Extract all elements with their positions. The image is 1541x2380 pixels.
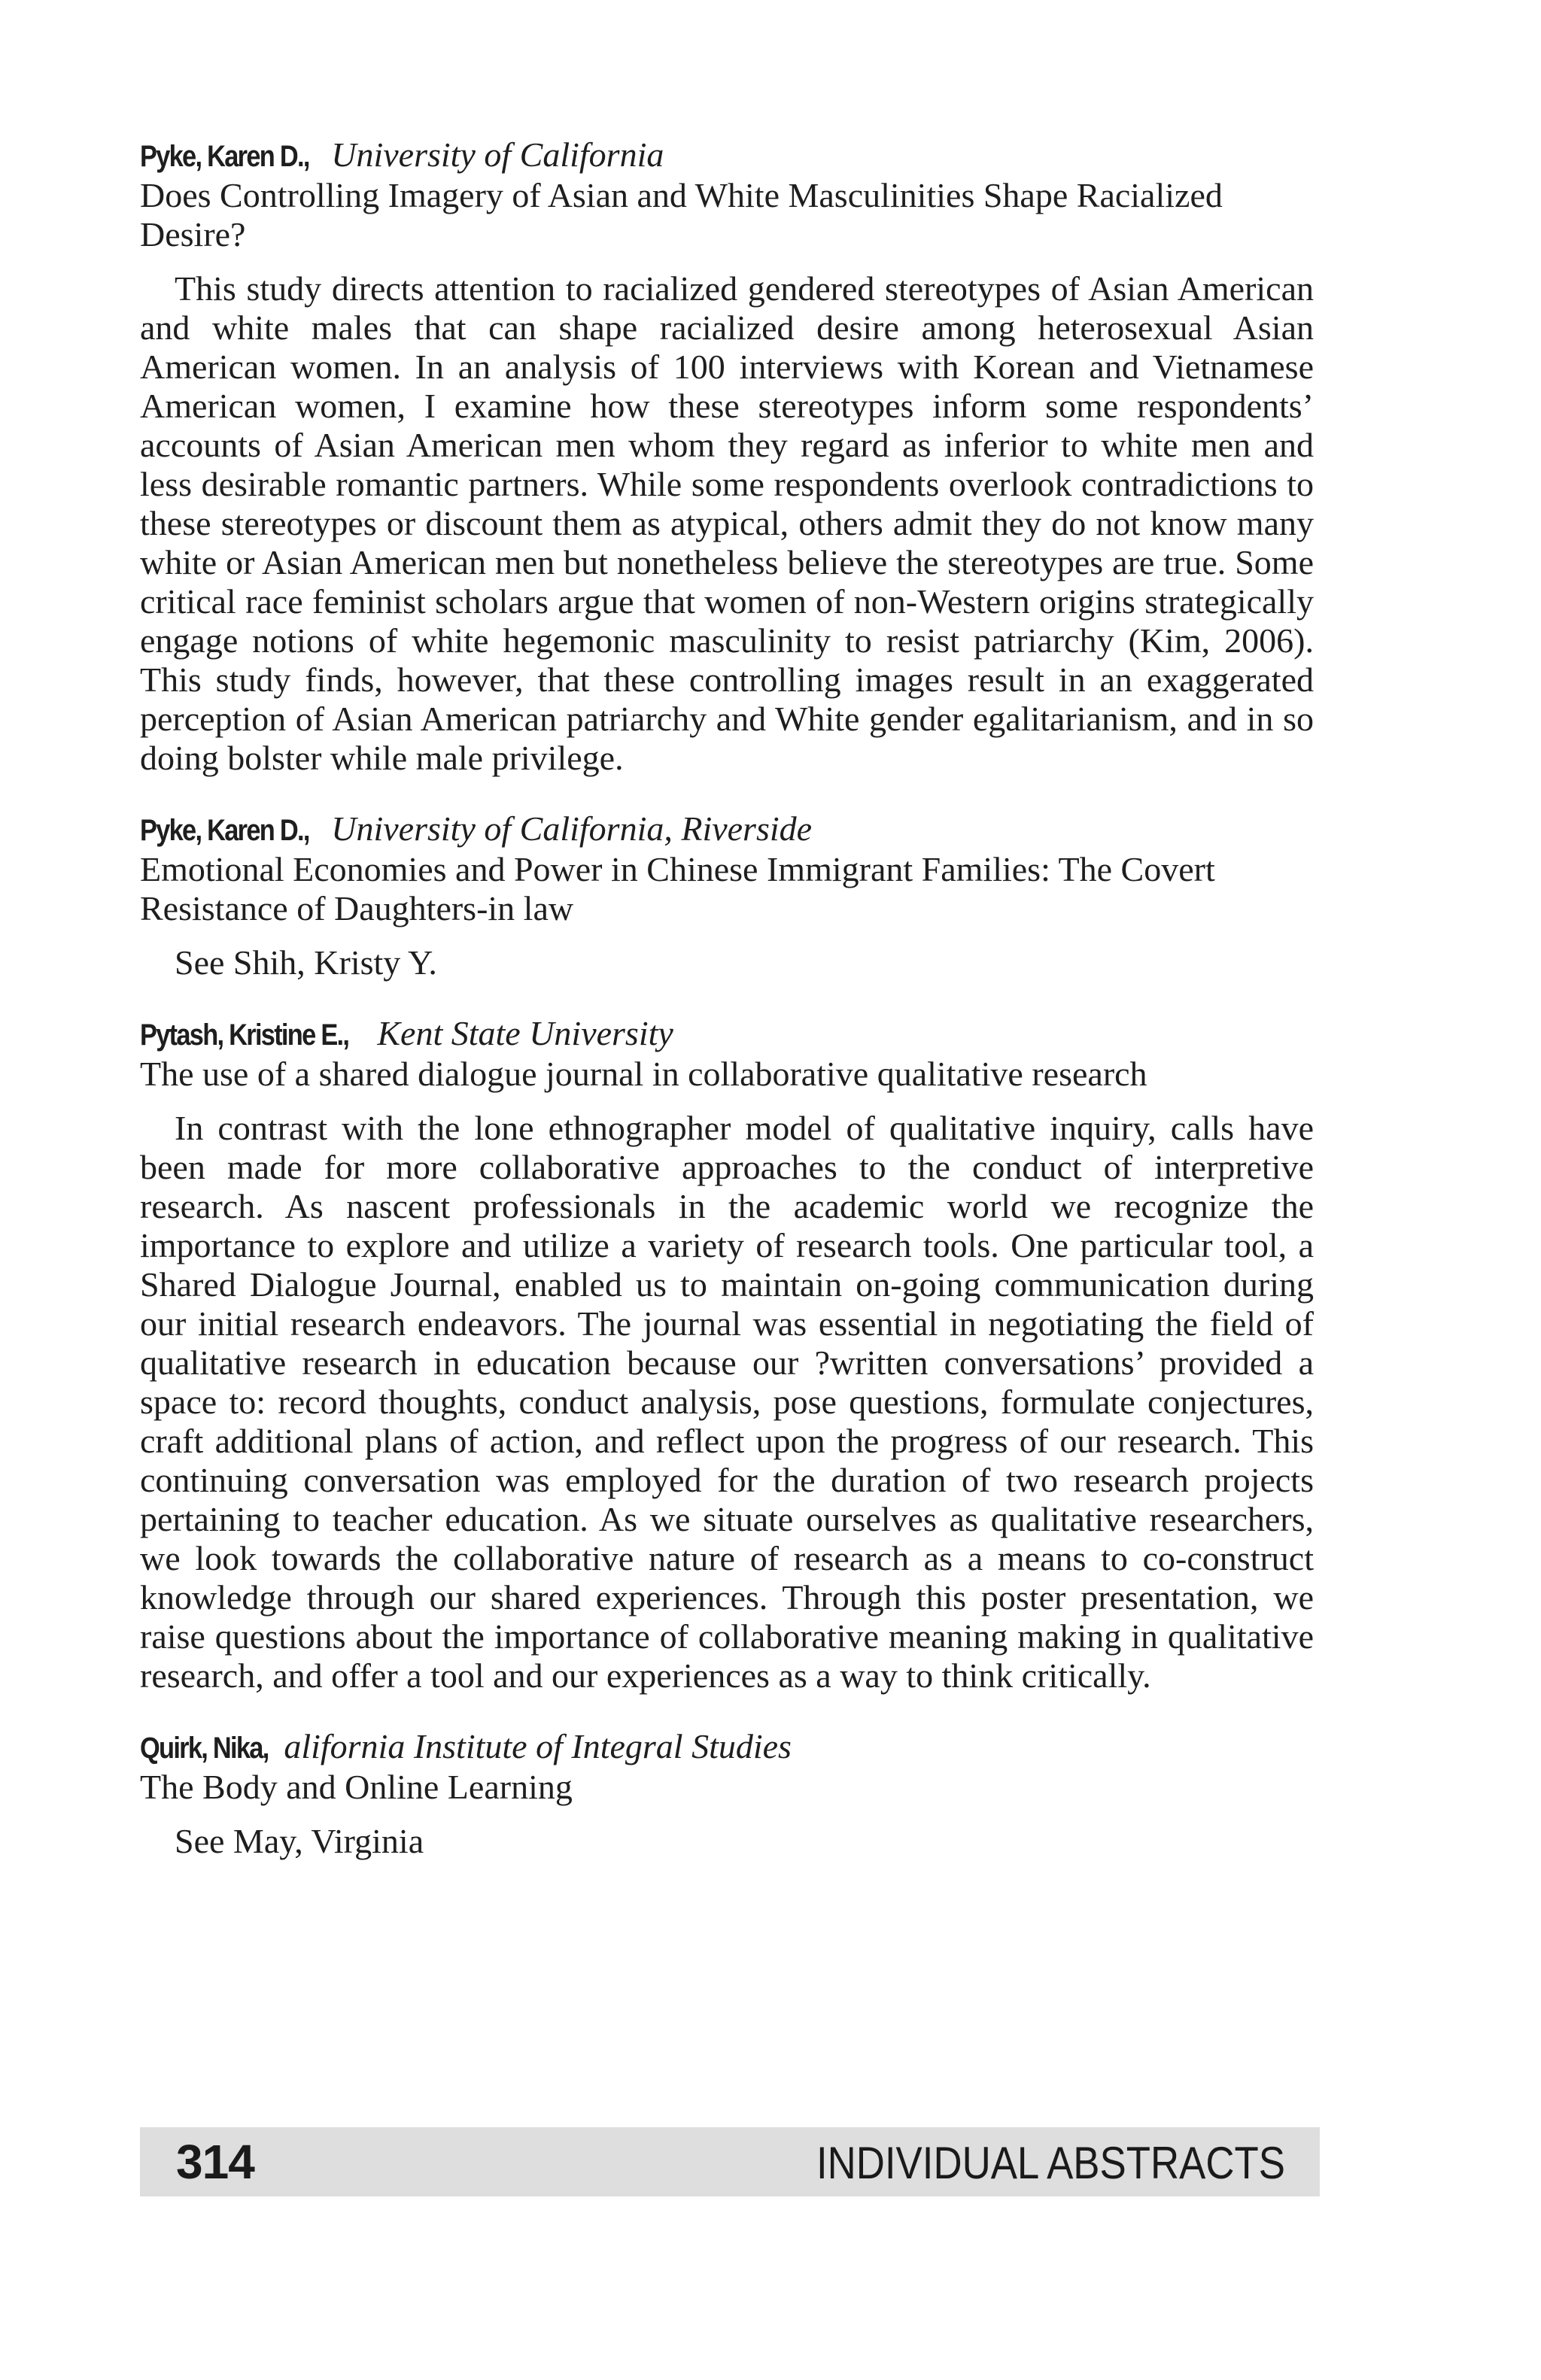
see-also-reference: See Shih, Kristy Y. (175, 943, 437, 982)
author-affiliation: University of California (331, 135, 664, 174)
see-also-reference: See May, Virginia (175, 1822, 424, 1860)
abstracts-list (140, 135, 1314, 1893)
abstract-entry (140, 1727, 1314, 1861)
author-name: Pyke, Karen D., (140, 140, 309, 173)
author-name: Pytash, Kristine E., (140, 1018, 349, 1052)
author-affiliation: Kent State University (377, 1014, 673, 1052)
abstract-entry (140, 1014, 1314, 1695)
paper-title: The use of a shared dialogue journal in collaborative qualitative research (140, 1055, 1147, 1093)
paper-title: Does Controlling Imagery of Asian and White Masculinities Shape Racialized Desire? (140, 176, 1223, 253)
abstract-entry (140, 135, 1314, 778)
author-name: Pyke, Karen D., (140, 814, 309, 847)
abstract-text: This study directs attention to racialized gendered stereotypes of Asian American and white males that can shape racialized desire among heterosexual Asian American women. In an analysis of 100 interviews with Korean and Vietnamese American women, I examine how these stereotypes inform some respondents’ accounts of Asian American men whom they regard as inferior to white men and less desirable romantic partners. While some respondents overlook contradictions to these stereotypes or discount them as atypical, others admit they do not know many white or Asian American men but nonetheless believe the stereotypes are true. Some critical race feminist scholars argue that women of non-Western origins strategically engage notions of white hegemonic masculinity to resist patriarchy (Kim, 2006). This study finds, however, that these controlling images result in an exaggerated perception of Asian American patriarchy and White gender egalitarianism, and in so doing bolster while male privilege. (140, 269, 1314, 777)
entry-header (140, 1727, 1314, 1768)
entry-header (140, 809, 1314, 850)
paper-title: Emotional Economies and Power in Chinese Immigrant Families: The Covert Resistance of Daughters-in law (140, 850, 1215, 927)
abstract-entry (140, 809, 1314, 982)
paper-title: The Body and Online Learning (140, 1768, 573, 1806)
page-footer (140, 2127, 1320, 2196)
abstract-text: In contrast with the lone ethnographer model of qualitative inquiry, calls have been made for more collaborative approaches to the conduct of interpretive research. As nascent professionals in the academic world we recognize the importance to explore and utilize a variety of research tools. One particular tool, a Shared Dialogue Journal, enabled us to maintain on-going communication during our initial research endeavors. The journal was essential in negotiating the field of qualitative research in education because our ?written conversations’ provided a space to: record thoughts, conduct analysis, pose questions, formulate conjectures, craft additional plans of action, and reflect upon the progress of our research. This continuing conversation was employed for the duration of two research projects pertaining to teacher education. As we situate ourselves as qualitative researchers, we look towards the collaborative nature of research as a means to co-construct knowledge through our shared experiences. Through this poster presentation, we raise questions about the importance of collaborative meaning making in qualitative research, and offer a tool and our experiences as a way to think critically. (140, 1109, 1314, 1695)
section-name: INDIVIDUAL ABSTRACTS (816, 2138, 1285, 2188)
page-number: 314 (176, 2135, 254, 2189)
author-affiliation: University of California, Riverside (331, 809, 813, 848)
entry-header (140, 1014, 1314, 1055)
author-affiliation: alifornia Institute of Integral Studies (284, 1727, 792, 1765)
author-name: Quirk, Nika, (140, 1732, 269, 1765)
entry-header (140, 135, 1314, 176)
